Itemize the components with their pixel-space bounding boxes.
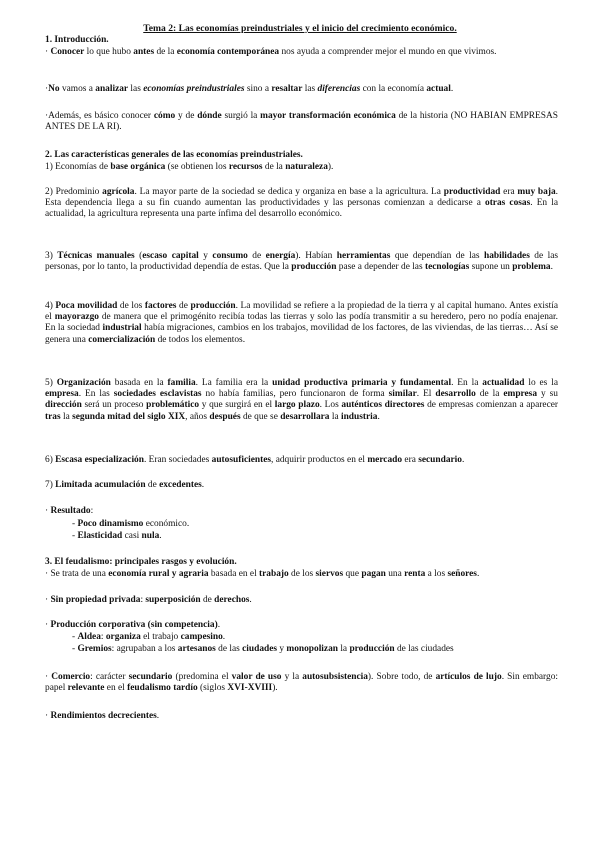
intro-paragraph-2: ·No vamos a analizar las economías preindustriales sino a resaltar las diferencias con la economía actual. bbox=[45, 84, 454, 94]
feudalism-point-4: · Comercio: carácter secundario (predomina el valor de uso y la autosubsistencia). Sobre todo, de artículos de lujo. Sin embargo: papel relevante en el feudalismo tardío (siglos XVI-XVIII). bbox=[45, 672, 558, 694]
result-label: · Resultado: bbox=[45, 506, 94, 516]
intro-paragraph-1: · Conocer lo que hubo antes de la economía contemporánea nos ayuda a comprender mejor el mundo en que vivimos. bbox=[45, 47, 497, 57]
result-item-2: - Elasticidad casi nula. bbox=[72, 531, 162, 541]
intro-paragraph-3: ·Además, es básico conocer cómo y de dónde surgió la mayor transformación económica de la historia (NO HABIAN EMPRESAS ANTES DE LA RI). bbox=[45, 111, 558, 133]
characteristic-2: 2) Predominio agrícola. La mayor parte de la sociedad se dedica y organiza en base a la agricultura. La productividad era muy baja. Esta dependencia llega a su fin cuando aumentan las productividades y las personas comienzan a dedicarse a otras cosas. En la actualidad, la agricultura representa una parte ínfima del desarrollo económico. bbox=[45, 187, 558, 220]
section-3-heading: 3. El feudalismo: principales rasgos y evolución. bbox=[45, 557, 237, 567]
section-2-heading: 2. Las características generales de las economías preindustriales. bbox=[45, 150, 303, 160]
characteristic-6: 6) Escasa especialización. Eran sociedades autosuficientes, adquirir productos en el mercado era secundario. bbox=[45, 455, 465, 465]
characteristic-5: 5) Organización basada en la familia. La familia era la unidad productiva primaria y fundamental. En la actualidad lo es la empresa. En las sociedades esclavistas no había familias, pero funcionaron de forma similar. El desarrollo de la empresa y su dirección será un proceso problemático y que surgirá en el largo plazo. Los auténticos directores de empresas comienzan a aparecer tras la segunda mitad del siglo XIX, años después de que se desarrollara la industria. bbox=[45, 378, 559, 422]
characteristic-7: 7) Limitada acumulación de excedentes. bbox=[45, 480, 205, 490]
result-item-1: - Poco dinamismo económico. bbox=[72, 519, 190, 529]
feudalism-subpoint-aldea: - Aldea: organiza el trabajo campesino. bbox=[72, 632, 226, 642]
feudalism-point-2: · Sin propiedad privada: superposición de derechos. bbox=[45, 595, 252, 605]
characteristic-1: 1) Economías de base orgánica (se obtienen los recursos de la naturaleza). bbox=[45, 162, 334, 172]
characteristic-3: 3) Técnicas manuales (escaso capital y consumo de energía). Habían herramientas que dependían de las habilidades de las personas, por lo tanto, la productividad dependía de estas. Que la producción pase a depender de las tecnologías supone un problema. bbox=[45, 251, 559, 273]
characteristic-4: 4) Poca movilidad de los factores de producción. La movilidad se refiere a la propiedad de la tierra y al capital humano. Antes existía el mayorazgo de manera que el primogénito recibía todas las tierras y solo las podía transmitir a su heredero, pero no podía enajenar. En la sociedad industrial había migraciones, cambios en los trabajos, movilidad de los factores, de las viviendas, de las tierras… Así se genera una comercialización de todos los elementos. bbox=[45, 301, 558, 345]
feudalism-subpoint-gremios: - Gremios: agrupaban a los artesanos de las ciudades y monopolizan la producción de las ciudades bbox=[72, 644, 454, 654]
section-1-heading: 1. Introducción. bbox=[45, 35, 109, 45]
feudalism-point-1: · Se trata de una economía rural y agraria basada en el trabajo de los siervos que pagan una renta a los señores. bbox=[45, 569, 480, 579]
document-title: Tema 2: Las economías preindustriales y el inicio del crecimiento económico. bbox=[143, 23, 457, 34]
feudalism-point-3: · Producción corporativa (sin competencia). bbox=[45, 620, 221, 630]
feudalism-point-5: · Rendimientos decrecientes. bbox=[45, 711, 160, 721]
